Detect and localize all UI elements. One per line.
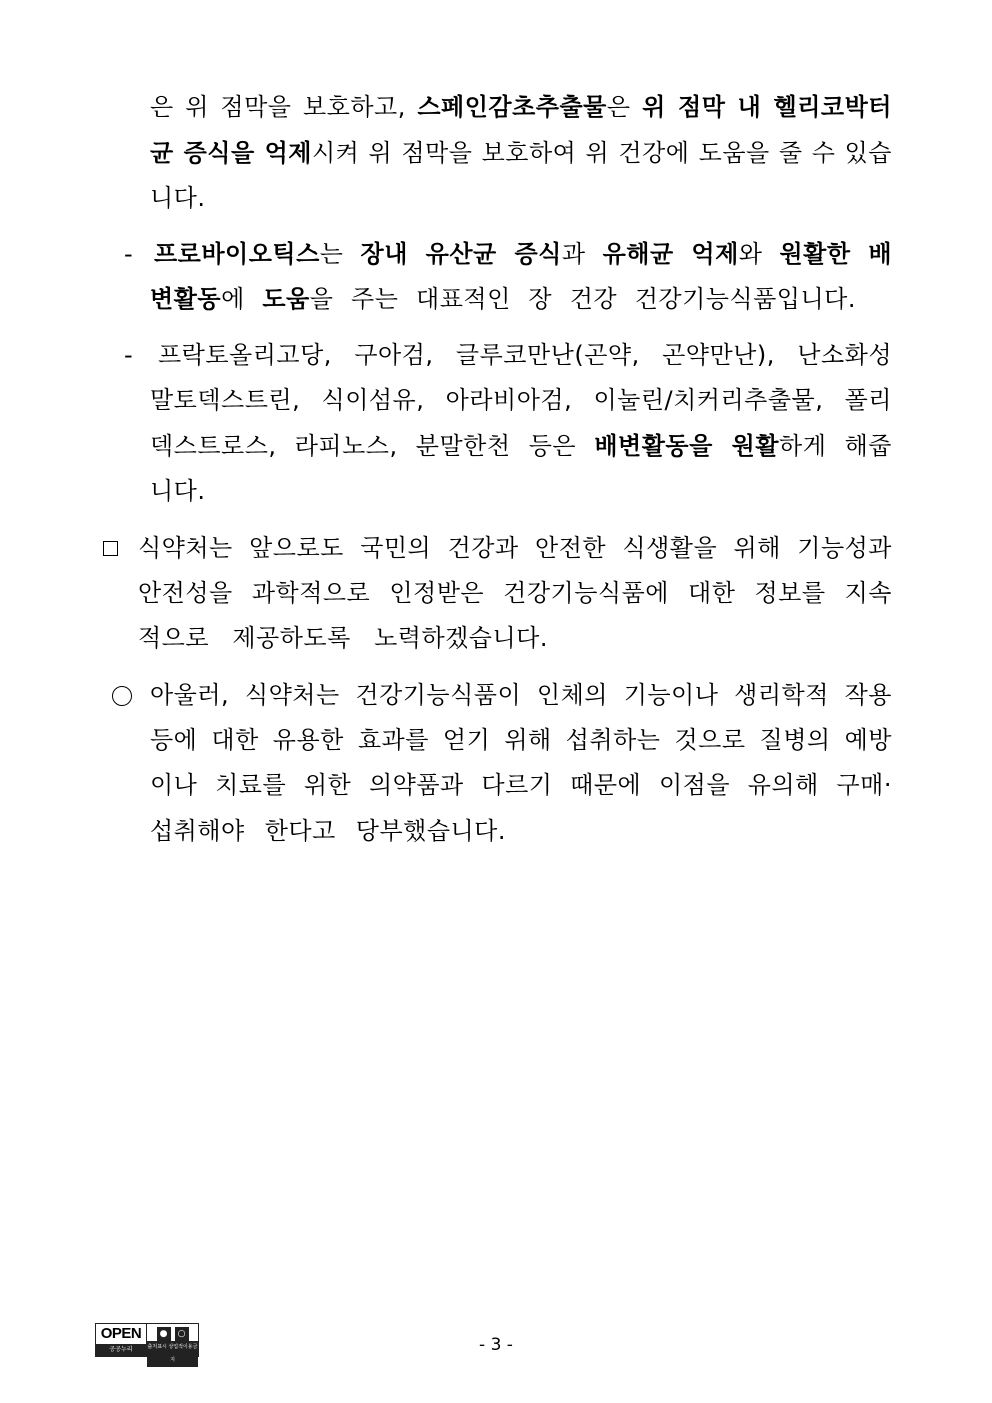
- bold-text: 변활동: [150, 285, 222, 313]
- para5-line1: 아울러, 식약처는 건강기능식품이 인체의 기능이나 생리학적 작용: [150, 681, 892, 709]
- bold-text: 프로바이오틱스: [154, 240, 320, 268]
- open-sub-label: 공공누리: [96, 1344, 146, 1356]
- para1-line3: 니다.: [150, 184, 206, 212]
- para5-line4: 섭취해야 한다고 당부했습니다.: [150, 817, 506, 845]
- text: 하게 해줍: [779, 432, 892, 460]
- no-commercial-icon: ○: [175, 1327, 189, 1341]
- bold-text: 유해균 억제: [602, 240, 739, 268]
- text: 을 주는 대표적인 장 건강 건강기능식품입니다.: [309, 285, 856, 313]
- para3-line4: 니다.: [150, 477, 206, 505]
- para3-line2: 말토덱스트린, 식이섬유, 아라비아검, 이눌린/치커리추출물, 폴리: [150, 386, 892, 414]
- para4-line1: 식약처는 앞으로도 국민의 건강과 안전한 식생활을 위해 기능성과: [138, 534, 892, 562]
- person-icon: ●: [157, 1327, 171, 1341]
- text: 과: [561, 240, 603, 268]
- text: 덱스트로스, 라피노스, 분말한천 등은: [150, 432, 595, 460]
- bold-text: 균 증식을 억제: [150, 139, 312, 167]
- square-bullet-icon: [103, 541, 118, 556]
- dash-marker: -: [124, 240, 133, 268]
- para1-line2: [150, 138, 892, 168]
- text: 에: [221, 285, 263, 313]
- dash-marker: -: [124, 341, 133, 369]
- para5-line3: 이나 치료를 위한 의약품과 다르기 때문에 이점을 유의해 구매·: [150, 771, 892, 799]
- open-label: OPEN: [100, 1325, 142, 1342]
- bold-text: 스페인감초추출물: [417, 93, 607, 121]
- text: 시켜 위 점막을 보호하여 위 건강에 도움을 줄 수 있습: [311, 139, 892, 167]
- bold-text: 위 점막 내 헬리코박터: [642, 93, 892, 121]
- para2-line1: [154, 239, 892, 269]
- para1-line1: [150, 92, 892, 122]
- para2-line2: [150, 284, 856, 314]
- page-number: - 3 -: [479, 1335, 513, 1355]
- bold-text: 배변활동을 원활: [594, 432, 780, 460]
- para4-line2: 안전성을 과학적으로 인정받은 건강기능식품에 대한 정보를 지속: [138, 579, 892, 607]
- text: 와: [738, 240, 780, 268]
- para3-line3: [150, 431, 892, 461]
- para3-line1: 프락토올리고당, 구아검, 글루코만난(곤약, 곤약만난), 난소화성: [158, 341, 892, 369]
- circle-bullet-icon: [112, 686, 132, 706]
- license-sub-label: 출처표시 상업적이용금지: [147, 1341, 198, 1367]
- para4-line3: 적으로 제공하도록 노력하겠습니다.: [138, 624, 548, 652]
- text: 는: [319, 240, 361, 268]
- bold-text: 도움: [262, 285, 310, 313]
- text: 은 위 점막을 보호하고,: [150, 93, 418, 121]
- text: 은: [606, 93, 643, 121]
- bold-text: 장내 유산균 증식: [360, 240, 562, 268]
- bold-text: 원활한 배: [779, 240, 892, 268]
- para5-line2: 등에 대한 유용한 효과를 얻기 위해 섭취하는 것으로 질병의 예방: [150, 726, 892, 754]
